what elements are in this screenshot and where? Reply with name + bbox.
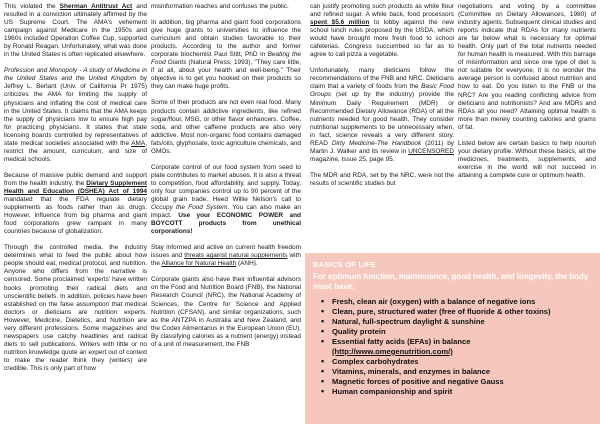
list-item: • Complex carbohydrates [321, 357, 592, 367]
paragraph: Some of their products are not even real food. Many products contain addictive ingredients, like refined sugar/flour, MSG, or other flavor enhancers. Coffee, soda, and other caffeine products are also very addictive. Most non-organic food contains damaged fats/oils, glyphosate, toxic agriculture chemicals, and GMOs. [151, 99, 301, 155]
lobby-spend-link[interactable]: spent $5.6 million [310, 19, 370, 27]
paragraph: Stay informed and active on current health freedom issues and threats against natural supplements with the Alliance for Natural Health (ANH). [151, 244, 301, 268]
list-item: • Natural, full-spectrum daylight & sunshine [321, 317, 592, 327]
ama-link[interactable]: AMA [131, 139, 146, 147]
paragraph: The MDR and RDA, set by the NRC, were not the results of scientific studies but [310, 171, 454, 187]
list-item: • Clean, pure, structured water (free of fluoride & other toxins) [321, 307, 592, 317]
book-title: Dirty Medicine-The Handbook [331, 139, 422, 147]
sherman-act-link[interactable]: Sherman Antitrust Act [59, 3, 133, 10]
box-title: BASICS OF LIFE [313, 260, 376, 269]
paragraph: Corporate giants also have their influential advisors on the Food and Nutrition Board (FNB), the National Research Council (NRC), the National Academy of Sciences, the Centre for Science and Applied Nutrition (CFSAN), and similar organizations, such as the ANTZPA in Australia and New Zealand, and the Codex Alimentarius in the European Union (EU). By classifying calories as a nutrient (energy) instead of a unit of measurement, the FNB [151, 276, 301, 348]
book-title: Occupy the Food System [151, 204, 228, 212]
paragraph: Unfortunately, many dieticians follow the recommendations of the FNB and NRC. Dieticians claim that a variety of foods from the Basic Food Groups (set up by the industry) provide the Minimum Daily Requirement (MDR) or Recommended Dietary Allowance (RDA) of all the nutrients needed for good health. They consider nutritional supplements to be unnecessary when, in fact, science reveals a very different story. READ Dirty Medicine-The Handbook (2011) by Martin J. Walker and its review in UNCENSORED magazine, Issue 25, page 95. [310, 67, 454, 163]
list-item: • Fresh, clean air (oxygen) with a balance of negative ions [321, 297, 592, 307]
paragraph: Through the controlled media, the industry determines what to feed the public about how people should eat, medical protocol, and nutrition. Anyone who differs from the narrative is censored. Some proclaimed 'experts' have written books promoting their radical diets and unscientific beliefs. In addition, policies have been established on the false assumption that medical doctors or dieticians are nutrition experts. However, Medicine, Dietetics, and Nutrition are very different professions. Some magazines and newspapers use catchy headlines and radical diets to sell publications. Writers with little or no nutrition knowledge quote an expert out of context to make the reader think they (writers) are credible. This is only part of how [4, 244, 147, 372]
column-2 [151, 3, 301, 357]
paragraph: misinformation reaches and confuses the public. [151, 3, 289, 10]
anh-link[interactable]: Alliance for Natural Health [161, 260, 237, 268]
supplements-threat-link[interactable]: threats against natural supplements [184, 252, 288, 260]
basics-of-life-box [305, 253, 600, 424]
box-intro: For optimum function, maintenance, good health, and longevity, the body must have: [313, 272, 589, 291]
list-item: • Vitamins, minerals, and enzymes in balance [321, 367, 592, 377]
book-title: Profession and Monopoly - A study of Medicine in the United States and the United Kingdom [4, 67, 147, 83]
boycott-callout: Use your ECONOMIC POWER and BOYCOTT products from unethical corporations! [151, 212, 301, 236]
list-item: • Human companionship and spirit [321, 387, 592, 397]
list-item: • Essential fatty acids (EFAs) in balance (http://www.omegenutrition.com/) [321, 337, 592, 356]
paragraph: Profession and Monopoly - A study of Medicine in the United States and the United Kingdom by Jeffrey L. Berlant (Univ. of California Pr 1975) criticizes the AMA for limiting the supply of physicians and inflating the cost of medical care in the United States. It claims that the AMA keeps the supply of physicians low to ensure high pay for practicing physicians. It states that state licensing boards controlled by representatives of state medical societies associated with the AMA, restrict the amount, curriculum, and size of medical schools. [4, 67, 148, 163]
paragraph: This violated the Sherman Antitrust Act and resulted in a conviction ultimately affirmed by the US Supreme Court. The AMA's vehement campaign against Medicare in the 1950s and 1960s included Operation Coffee Cup, supported by Ronald Reagan. Unfortunately, what was done in the United States is often replicated elsewhere. [4, 3, 148, 59]
omega-nutrition-link[interactable]: (http://www.omegenutrition.com/) [332, 346, 453, 356]
dshea-link[interactable]: Dietary Supplement Health and Education (DSHEA) Act of 1994 [4, 179, 147, 195]
paragraph: negotiations and voting by a committee (Committee on Dietary Allowances, 1980) of industry agents. Subsequent clinical studies and reports indicate that RDAs for many nutrients are far below what is necessary for optimal health. Only part of the total nutrients needed for human health is measured. With this barrage of misinformation and since one type of diet is not suitable for everyone, it is no wonder the average person is confused about nutrition and how to eat. Do you listen to the FNB or the NRC? Are you reading conflicting advice from dieticians and nutritionists? And are MDRs and RDAs all you need? Attaining optimal health is more than merely counting calories and grams of fat. [458, 3, 596, 131]
list-item: • Magnetic forces of positive and negative Gauss [321, 377, 592, 387]
paragraph: Because of massive public demand and support from the health industry, the Dietary Supplement Health and Education (DSHEA) Act of 1994 mandated that the FDA regulate dietary supplements as foods rather than as drugs. However, influence from big pharma and giant food corporations grew rampant in many countries because of globalization. [4, 171, 147, 236]
basics-list [313, 297, 592, 397]
book-title: Beating the Food Giants [151, 51, 301, 67]
paragraph: can justify promoting such products as white flour and refined sugar. A while back, food processors spent $5.6 million to lobby against the new school lunch rules proposed by the USDA, which would have brought more fresh food to school cafeterias. Congress succumbed so far as to agree to call pizza a vegetable. [310, 3, 454, 59]
paragraph: Listed below are certain basics to help nourish your dietary profile. Without these basics, all the medicines, treatments, supplements, and exercise in the world will not succeed in attaining a complete cure or optimum health. [458, 139, 596, 179]
column-4 [458, 3, 596, 188]
list-item: • Quality protein [321, 327, 592, 337]
uncensored-link[interactable]: UNCENSORED [408, 147, 454, 155]
paragraph: In addition, big pharma and giant food corporations give huge grants to universities to influence the curriculum and obtain studies favorable to their products. According to the author and former corporate biochemist Paul Stitt, PhD in Beating the Food Giants (Natural Press, 1993), "They care little, if at all, about your health and well-being." Their objective is to get you hooked on their products so they can make huge profits. [151, 19, 301, 91]
column-3 [310, 3, 454, 196]
column-1 [4, 3, 147, 381]
paragraph: Corporate control of our food system from seed to plate contributes to market abuses. It is also a threat to competition, food affordability, and supply. Today, only four companies control up to 90 percent of the global grain trade. Heed Willie Nelson's call to Occupy the Food System. You can also make an impact. Use your ECONOMIC POWER and BOYCOTT products from unethical corporations! [151, 163, 301, 236]
